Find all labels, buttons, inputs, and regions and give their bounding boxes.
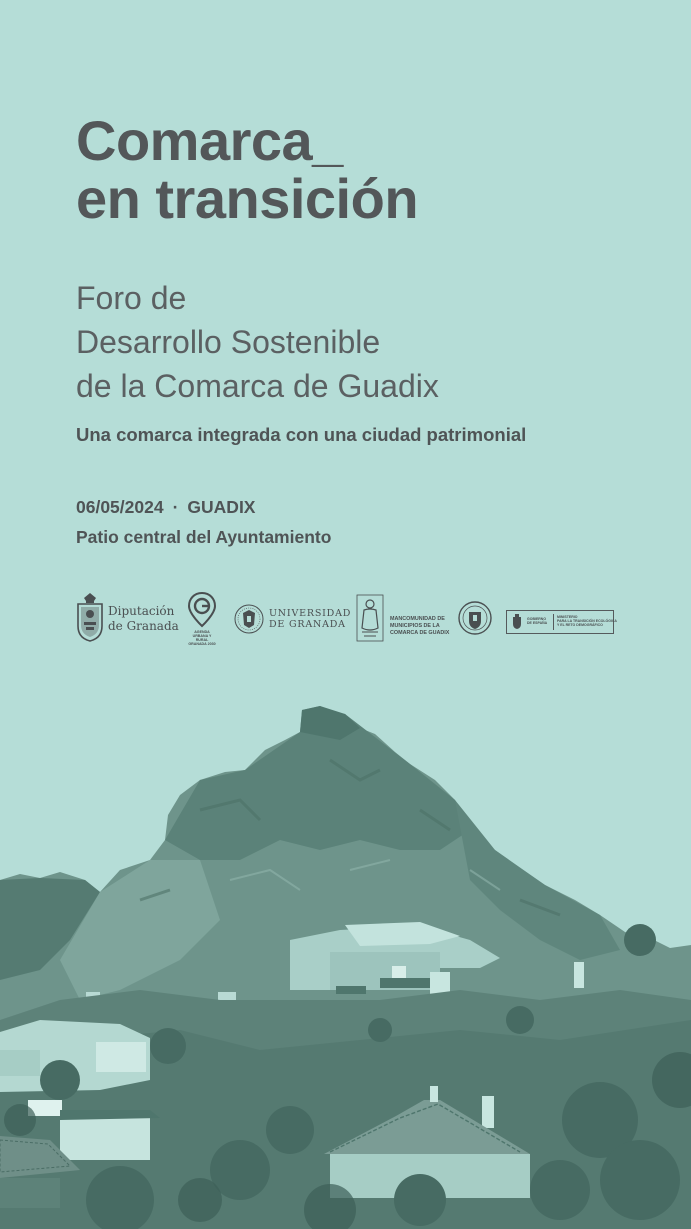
mancomunidad-figure-icon — [356, 592, 386, 646]
spain-coat-of-arms-icon — [511, 614, 523, 630]
gobierno-espana-logo — [506, 592, 616, 646]
gobierno-text: GOBIERNO DE ESPAÑA — [527, 617, 548, 625]
mancomunidad-logo — [356, 592, 450, 646]
poster-title — [76, 109, 419, 230]
diputacion-granada-logo — [76, 592, 179, 646]
gobierno-divider — [553, 614, 554, 630]
agenda-text: AGENDA URBANA Y RURAL GRANADA 2030 — [188, 630, 216, 646]
forum-name — [76, 276, 439, 408]
agenda-pin-icon — [188, 592, 216, 628]
separator-dot: · — [172, 497, 179, 517]
event-date: 06/05/2024 — [76, 497, 164, 517]
agenda-urbana-logo — [188, 592, 216, 646]
diputacion-shield-icon — [76, 592, 104, 642]
event-city: GUADIX — [187, 497, 256, 517]
event-info — [76, 492, 331, 552]
mancomunidad-text: MANCOMUNIDAD DE MUNICIPIOS DE LA COMARCA DE GUADIX — [390, 616, 450, 636]
forum-name-line-1: Foro de — [76, 280, 187, 316]
gobierno-badge — [506, 610, 617, 634]
diputacion-text: Diputación de Granada — [108, 604, 179, 633]
title-line-2: en transición — [76, 167, 419, 230]
ministerio-text: MINISTERIO PARA LA TRANSICIÓN ECOLÓGICA Y EL RETO DEMOGRÁFICO — [557, 615, 617, 627]
sponsor-logos — [76, 592, 621, 646]
guadix-landscape-photo — [0, 700, 691, 1229]
forum-name-line-3: de la Comarca de Guadix — [76, 368, 439, 404]
guadix-city-seal — [457, 592, 493, 646]
event-venue: Patio central del Ayuntamiento — [76, 527, 332, 547]
ugr-seal-icon — [233, 592, 265, 646]
forum-name-line-2: Desarrollo Sostenible — [76, 324, 381, 360]
date-location-row — [76, 492, 331, 522]
guadix-seal-icon — [457, 592, 493, 646]
universidad-granada-logo — [233, 592, 352, 646]
tagline: Una comarca integrada con una ciudad patrimonial — [76, 424, 527, 445]
title-line-1: Comarca_ — [76, 109, 343, 172]
ugr-text: UNIVERSIDAD DE GRANADA — [269, 608, 352, 630]
